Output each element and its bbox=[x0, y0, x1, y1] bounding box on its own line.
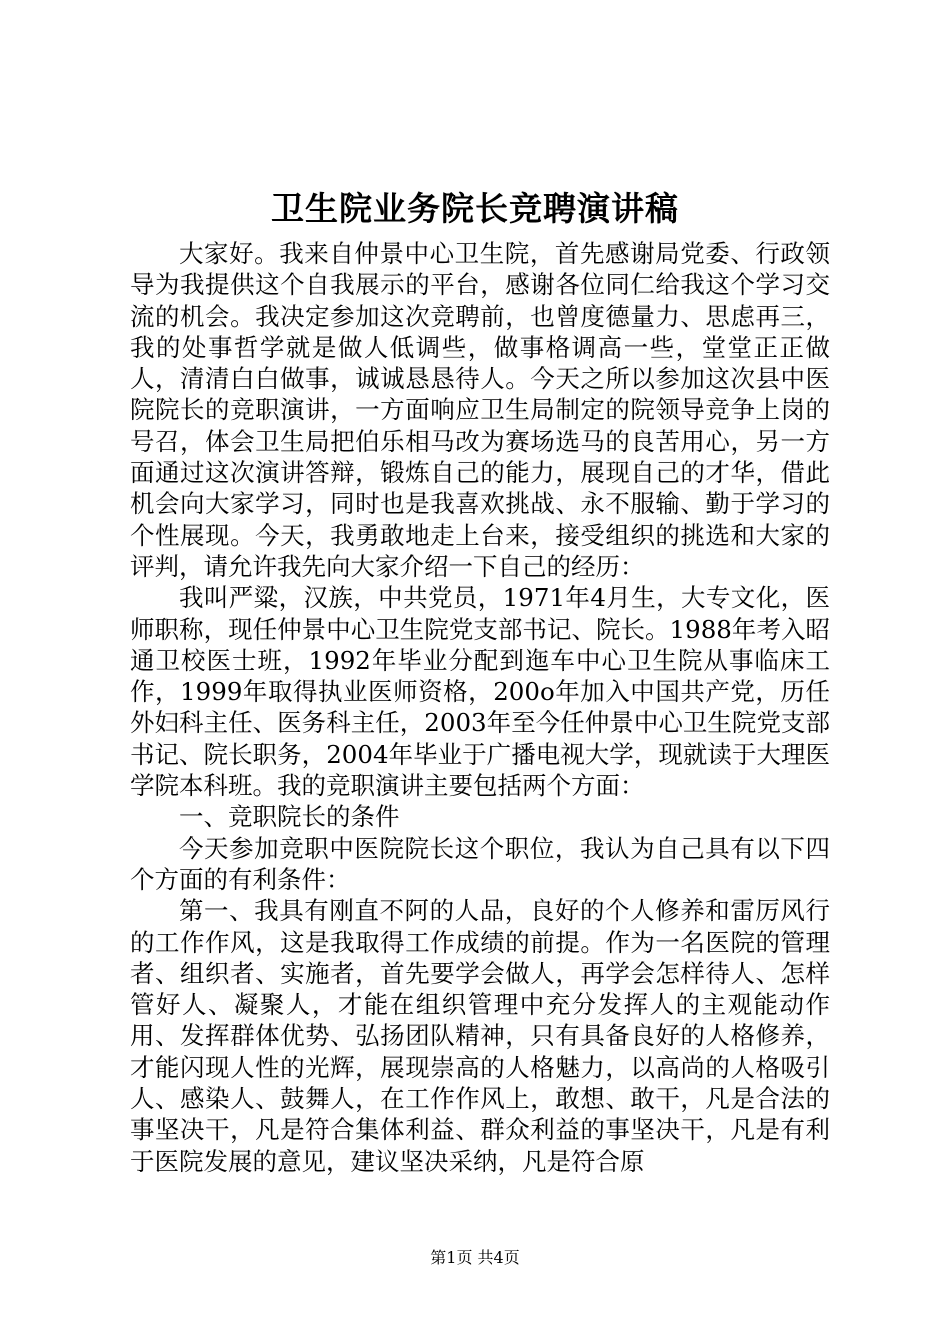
paragraph-biography: 我叫严粱，汉族，中共党员，1971年4月生，大专文化，医师职称，现任仲景中心卫生院党支部书记、院长。1988年考入昭通卫校医士班，1992年毕业分配到迤车中心卫生院从事临床工作，1999年取得执业医师资格，200o年加入中国共产党，历任外妇科主任、医务科主任，2003年至今任仲景中心卫生院党支部书记、院长职务，2004年毕业于广播电视大学，现就读于大理医学院本科班。我的竞职演讲主要包括两个方面： bbox=[130, 583, 830, 801]
document-title: 卫生院业务院长竞聘演讲稿 bbox=[271, 189, 679, 228]
document-body bbox=[130, 238, 830, 1177]
paragraph-first-condition: 第一、我具有刚直不阿的人品，良好的个人修养和雷厉风行的工作作风，这是我取得工作成绩的前提。作为一名医院的管理者、组织者、实施者，首先要学会做人，再学会怎样待人、怎样管好人、凝聚人，才能在组织管理中充分发挥人的主观能动作用、发挥群体优势、弘扬团队精神，只有具备良好的人格修养，才能闪现人性的光辉，展现崇高的人格魅力，以高尚的人格吸引人、感染人、鼓舞人，在工作作风上，敢想、敢干，凡是合法的事坚决干，凡是符合集体利益、群众利益的事坚决干，凡是有利于医院发展的意见，建议坚决采纳，凡是符合原 bbox=[130, 896, 830, 1176]
paragraph-conditions-intro: 今天参加竞职中医院院长这个职位，我认为自己具有以下四个方面的有利条件： bbox=[130, 833, 830, 894]
page-number: 第1页 共4页 bbox=[430, 1248, 520, 1267]
paragraph-greeting: 大家好。我来自仲景中心卫生院，首先感谢局党委、行政领导为我提供这个自我展示的平台，感谢各位同仁给我这个学习交流的机会。我决定参加这次竞聘前，也曾度德量力、思虑再三，我的处事哲学就是做人低调些，做事格调高一些，堂堂正正做人，清清白白做事，诚诚恳恳待人。今天之所以参加这次县中医院院长的竞职演讲，一方面响应卫生局制定的院领导竞争上岗的号召，体会卫生局把伯乐相马改为赛场选马的良苦用心，另一方面通过这次演讲答辩，锻炼自己的能力，展现自己的才华，借此机会向大家学习，同时也是我喜欢挑战、永不服输、勤于学习的个性展现。今天，我勇敢地走上台来，接受组织的挑选和大家的评判，请允许我先向大家介绍一下自己的经历： bbox=[130, 239, 830, 581]
section-heading-conditions: 一、竞职院长的条件 bbox=[179, 802, 400, 832]
